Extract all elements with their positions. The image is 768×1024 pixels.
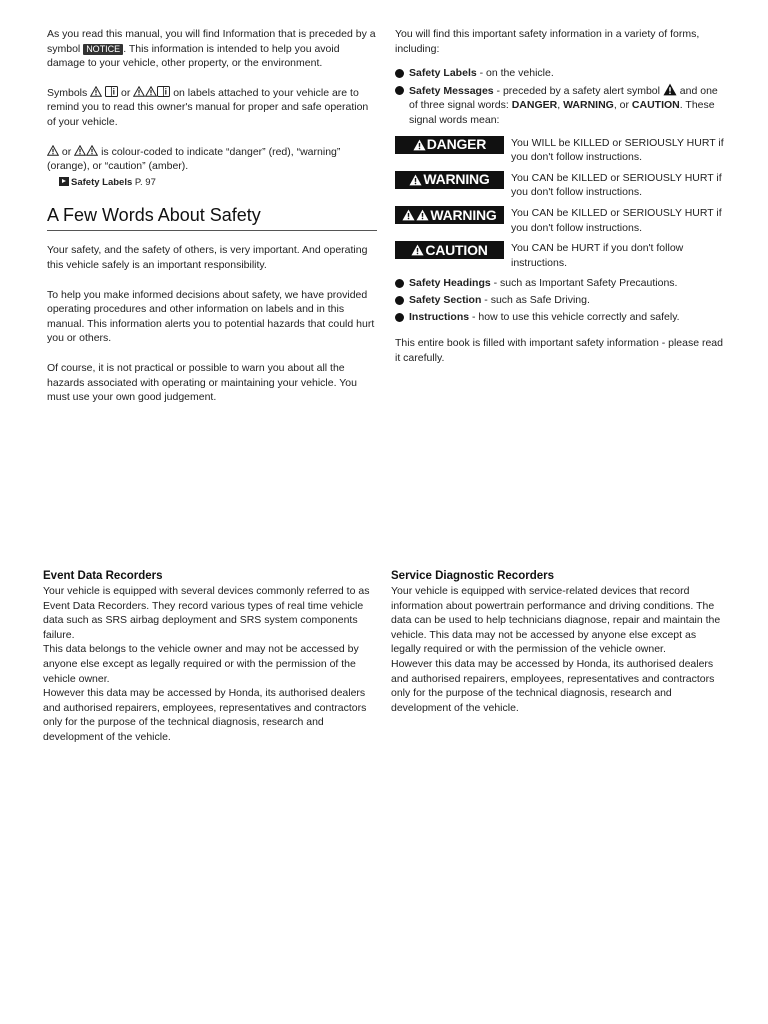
warning-triangle-icon [145, 86, 157, 97]
list-item: Safety Section - such as Safe Driving. [395, 293, 725, 308]
safety-alert-icon [663, 83, 677, 96]
notice-badge: NOTICE [83, 44, 123, 55]
signal-row-double-warning [395, 206, 725, 235]
safety-paragraph-1: Your safety, and the safety of others, is very important. And operating this vehicle safely is an important responsibility. [47, 244, 368, 271]
colour-code-paragraph: or is colour-coded to indicate “danger” (red), “warning” (orange), or “caution” (amber). [47, 145, 341, 173]
danger-description: You WILL be KILLED or SERIOUSLY HURT if you don't follow instructions. [511, 136, 724, 164]
caution-label-box: CAUTION [395, 241, 504, 259]
right-column [395, 27, 725, 365]
warning-triangle-icon [47, 145, 59, 156]
safety-alert-icon [413, 139, 426, 151]
safety-paragraph-2: To help you make informed decisions about safety, we have provided operating procedures and other information on labels and in this manual. This information alerts you to potential hazards that could hurt you or others. [47, 288, 375, 345]
warning-triangle-icon [90, 86, 102, 97]
signal-row-danger [395, 136, 725, 165]
warning-triangle-icon [74, 145, 86, 156]
list-item: Safety Headings - such as Important Safety Precautions. [395, 276, 725, 291]
signal-words [395, 136, 725, 271]
list-item: Safety Messages - preceded by a safety alert symbol and one of three signal words: DANGER, WARNING, or CAUTION. These signal words mean: [395, 83, 725, 128]
forms-list [395, 66, 725, 127]
sdr-paragraph-2: However this data may be accessed by Honda, its authorised dealers and authorised repairers, employees, representatives and contractors only for the purpose of the technical diagnosis, research and development of the vehicle. [391, 657, 715, 714]
service-diagnostic-recorders-section [391, 568, 724, 715]
signal-row-caution [395, 241, 725, 270]
warning-triangle-icon [86, 145, 98, 156]
symbols-paragraph: Symbols or on labels attached to your vehicle are to remind you to read this owner's manual for proper and safe operation of your vehicle. [47, 86, 369, 128]
manual-book-icon [157, 86, 170, 97]
signal-row-warning [395, 171, 725, 200]
reference-arrow-icon [59, 177, 69, 186]
sdr-paragraph-1: Your vehicle is equipped with service-related devices that record information about powertrain performance and driving conditions. The data can be used to help technicians diagnose, repair and maintain the vehicle. This data may not be accessed by anyone else except as legally required or with the permission of the vehicle owner. [391, 585, 721, 656]
more-forms-list [395, 276, 725, 324]
closing-paragraph: This entire book is filled with important safety information - please read it carefully. [395, 337, 723, 364]
manual-book-icon [105, 86, 118, 97]
warning-label-box: WARNING [395, 171, 504, 189]
warning-triangle-icon [133, 86, 145, 97]
section-heading-safety: A Few Words About Safety [47, 204, 377, 231]
forms-intro: You will find this important safety information in a variety of forms, including: [395, 28, 700, 55]
list-item: Safety Labels - on the vehicle. [395, 66, 725, 81]
double-warning-label-box: WARNING [395, 206, 504, 224]
left-column [47, 27, 377, 405]
warning-description: You CAN be KILLED or SERIOUSLY HURT if you don't follow instructions. [511, 171, 722, 199]
event-data-recorders-heading: Event Data Recorders [43, 570, 163, 582]
safety-paragraph-3: Of course, it is not practical or possible to warn you about all the hazards associated with operating or maintaining your vehicle. You must use your own good judgement. [47, 361, 357, 404]
danger-label-box: DANGER [395, 136, 504, 154]
edr-paragraph-3: However this data may be accessed by Honda, its authorised dealers and authorised repairers, employees, representatives and contractors only for the purpose of the technical diagnosis, research and development of the vehicle. [43, 687, 367, 743]
notice-paragraph: As you read this manual, you will find Information that is preceded by a symbol NOTICE . This information is intended to help you avoid damage to your vehicle, other property, or the environment. [47, 28, 376, 70]
event-data-recorders-section [43, 568, 376, 745]
safety-labels-reference-link[interactable]: Safety Labels P. 97 [47, 176, 377, 191]
service-diagnostic-recorders-heading: Service Diagnostic Recorders [391, 570, 554, 582]
safety-alert-icon [416, 209, 429, 221]
edr-paragraph-2: This data belongs to the vehicle owner and may not be accessed by anyone else except as legally required or with the permission of the vehicle owner. [43, 643, 359, 685]
safety-alert-icon [411, 244, 424, 256]
caution-description: You CAN be HURT if you don't follow instructions. [511, 242, 684, 269]
safety-alert-icon [409, 174, 422, 186]
list-item: Instructions - how to use this vehicle correctly and safely. [395, 310, 725, 325]
double-warning-description: You CAN be KILLED or SERIOUSLY HURT if you don't follow instructions. [511, 206, 722, 234]
safety-alert-icon [402, 209, 415, 221]
edr-paragraph-1: Your vehicle is equipped with several devices commonly referred to as Event Data Recorders. They record various types of real time vehicle data such as SRS airbag deployment and SRS system components failure. [43, 585, 370, 641]
